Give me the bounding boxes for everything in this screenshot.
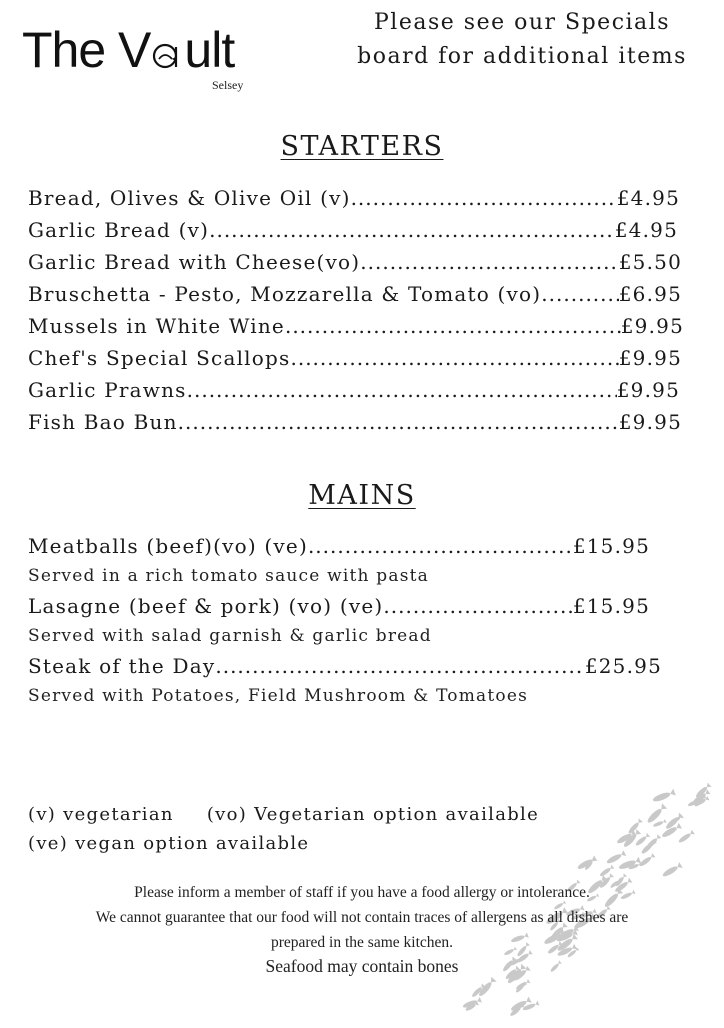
item-name: Fish Bao Bun	[28, 410, 178, 434]
starter-item	[28, 186, 680, 210]
starter-item	[28, 218, 678, 242]
dot-leader	[541, 282, 618, 306]
logo-text-start: The V	[22, 22, 151, 78]
item-description: Served in a rich tomato sauce with pasta	[28, 566, 430, 586]
fish-icon	[652, 789, 676, 804]
logo-a-icon	[150, 24, 184, 54]
item-price: £15.95	[572, 534, 650, 558]
specials-line-1: Please see our Specials	[374, 10, 670, 35]
item-price: £9.95	[620, 314, 684, 338]
item-price: £15.95	[572, 594, 650, 618]
allergy-line-1: Please inform a member of staff if you have a food allergy or intolerance.	[134, 884, 590, 901]
starter-item	[28, 314, 684, 338]
item-price: £9.95	[618, 346, 682, 370]
legend-row-1	[28, 804, 539, 825]
starter-item	[28, 378, 680, 402]
starter-item	[28, 282, 682, 306]
fish-icon	[652, 819, 666, 828]
item-name: Garlic Prawns	[28, 378, 187, 402]
item-price: £25.95	[584, 654, 662, 678]
item-name: Garlic Bread with Cheese(vo)	[28, 250, 361, 274]
main-item	[28, 654, 662, 678]
dot-leader	[209, 218, 615, 242]
item-price: £4.95	[614, 218, 678, 242]
logo-text-end: ult	[184, 22, 235, 78]
allergy-line-2: We cannot guarantee that our food will not contain traces of allergens as all dishes are	[95, 909, 629, 926]
fish-icon	[510, 997, 532, 1013]
starters-title: STARTERS	[280, 131, 444, 162]
fish-icon	[605, 850, 626, 865]
item-name: Bruschetta - Pesto, Mozzarella & Tomato (vo)	[28, 282, 542, 306]
item-name: Steak of the Day	[28, 654, 216, 678]
dot-leader	[360, 250, 618, 274]
fish-icon	[677, 830, 695, 845]
item-description: Served with Potatoes, Field Mushroom & Tomatoes	[28, 686, 529, 706]
main-item	[28, 594, 650, 618]
item-name: Meatballs (beef)(vo) (ve)	[28, 534, 308, 558]
legend-vegan: (ve) vegan option available	[28, 833, 310, 854]
fish-icon	[618, 857, 641, 872]
fish-icon	[627, 818, 643, 835]
dot-leader	[290, 346, 618, 370]
specials-line-2: board for additional items	[357, 44, 687, 69]
dot-leader	[285, 314, 621, 338]
item-name: Chef's Special Scallops	[28, 346, 291, 370]
starter-item	[28, 346, 682, 370]
item-price: £9.95	[616, 378, 680, 402]
dot-leader	[178, 410, 619, 434]
item-description: Served with salad garnish & garlic bread	[28, 626, 432, 646]
fish-icon	[669, 814, 684, 825]
item-name: Mussels in White Wine	[28, 314, 285, 338]
logo	[22, 22, 262, 92]
item-name: Lasagne (beef & pork) (vo) (ve)	[28, 594, 384, 618]
item-price: £5.50	[618, 250, 682, 274]
starter-item	[28, 410, 682, 434]
dot-leader	[351, 186, 617, 210]
allergy-notice	[0, 880, 724, 955]
dot-leader	[187, 378, 617, 402]
item-price: £6.95	[618, 282, 682, 306]
allergy-line-3: prepared in the same kitchen.	[270, 934, 454, 951]
legend-vegetarian: (v) vegetarian	[28, 804, 174, 825]
dot-leader	[215, 654, 584, 678]
starter-item	[28, 250, 682, 274]
specials-notice	[342, 6, 702, 74]
fish-icon	[477, 977, 497, 998]
seafood-bones-notice: Seafood may contain bones	[265, 956, 459, 976]
logo-subtitle: Selsey	[212, 78, 244, 92]
main-item	[28, 534, 650, 558]
fish-icon	[661, 862, 682, 878]
legend-vegetarian-option: (vo) Vegetarian option available	[206, 804, 540, 825]
item-name: Bread, Olives & Olive Oil (v)	[28, 186, 351, 210]
item-price: £4.95	[616, 186, 680, 210]
dot-leader	[308, 534, 573, 558]
dot-leader	[383, 594, 572, 618]
mains-title: MAINS	[308, 480, 416, 511]
item-name: Garlic Bread (v)	[28, 218, 210, 242]
item-price: £9.95	[618, 410, 682, 434]
logo-text	[22, 22, 262, 78]
fish-icon	[638, 853, 655, 868]
